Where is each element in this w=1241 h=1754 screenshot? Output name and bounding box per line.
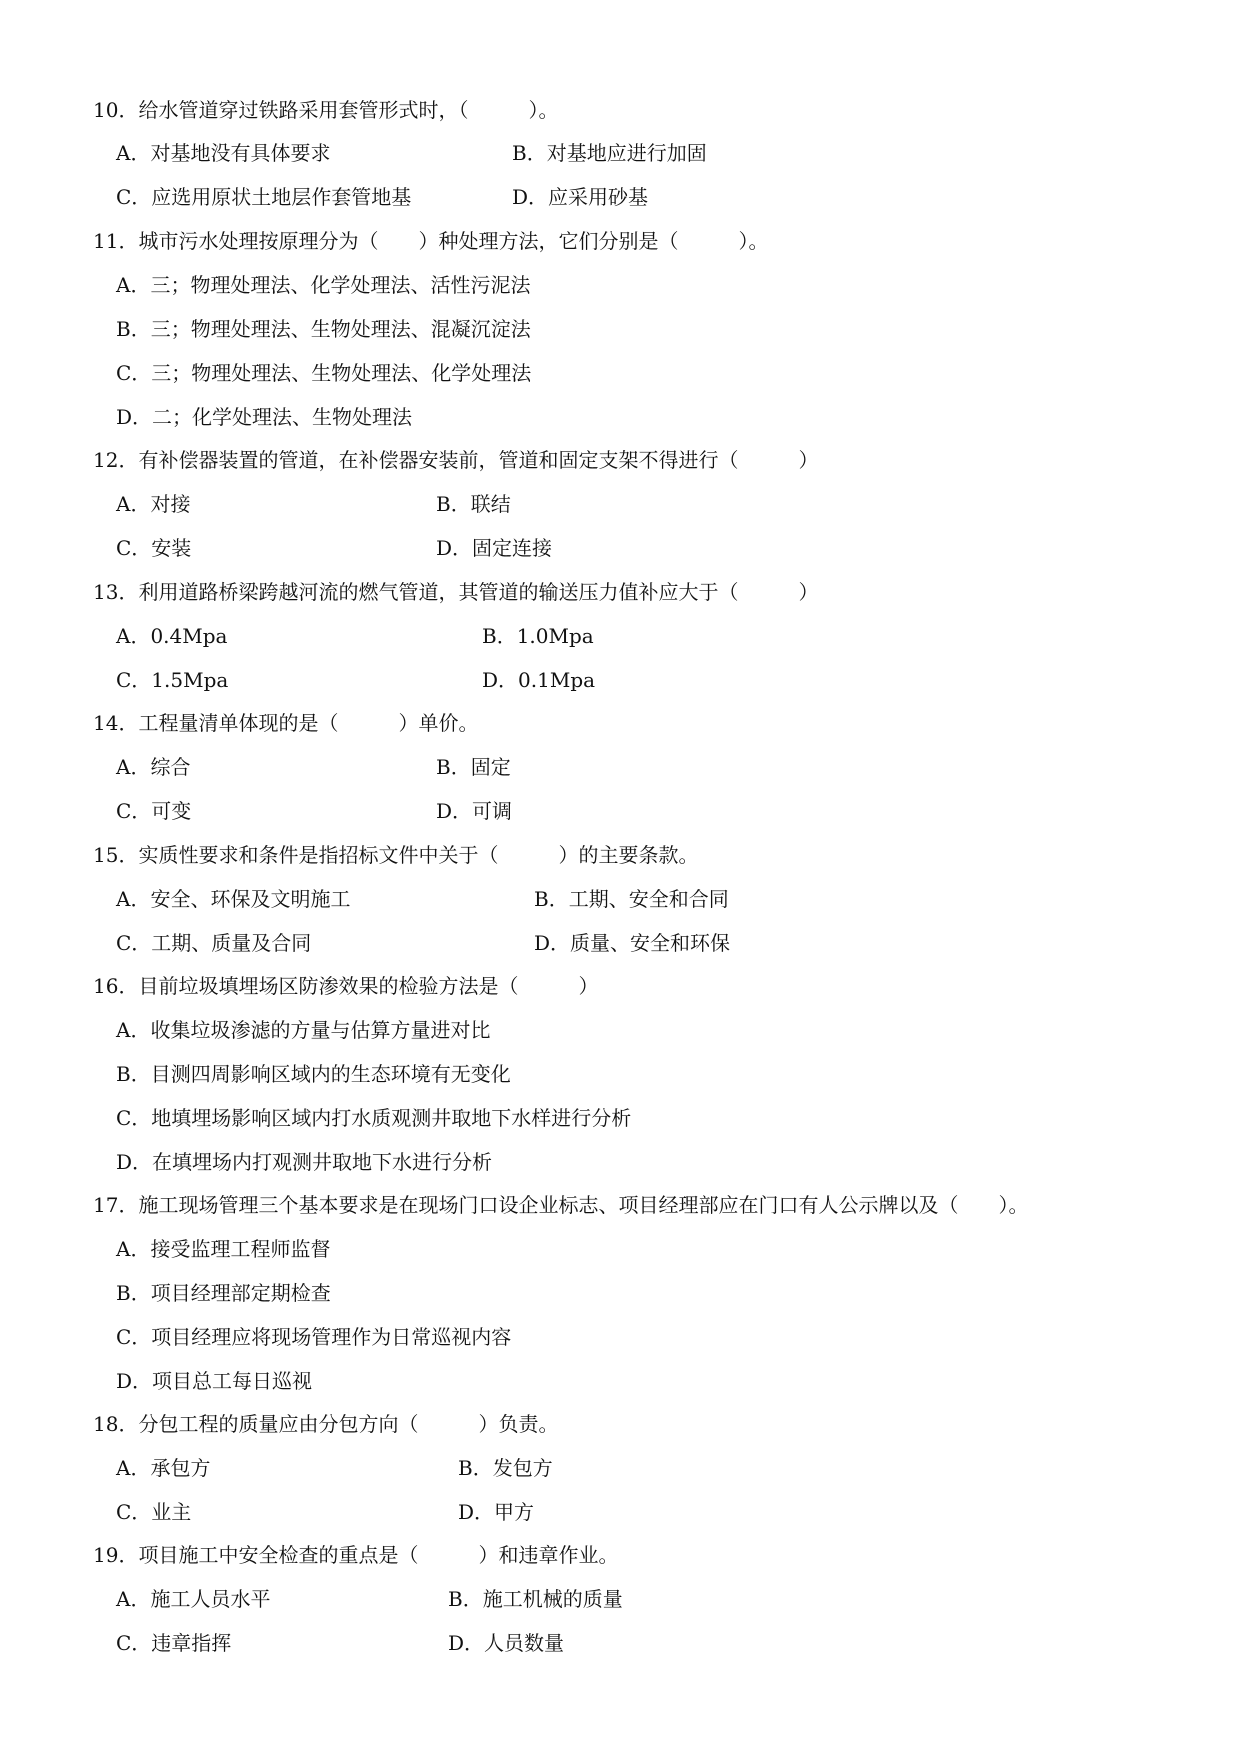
question-16-option-b: B．目测四周影响区域内的生态环境有无变化 <box>116 1062 511 1086</box>
question-15-option-b: B．工期、安全和合同 <box>534 887 729 911</box>
question-19-option-d: D．人员数量 <box>448 1631 565 1655</box>
question-14-option-b: B．固定 <box>436 755 511 779</box>
question-17-option-b: B．项目经理部定期检查 <box>116 1281 331 1305</box>
question-17-option-c: C．项目经理应将现场管理作为日常巡视内容 <box>116 1325 512 1349</box>
question-16-option-a: A．收集垃圾渗滤的方量与估算方量进对比 <box>116 1018 491 1042</box>
question-19-stem: 19．项目施工中安全检查的重点是（ ）和违章作业。 <box>93 1543 619 1567</box>
question-13-option-b: B．1.0Mpa <box>482 624 594 648</box>
question-18-option-d: D．甲方 <box>458 1500 535 1524</box>
question-12-option-b: B．联结 <box>436 492 511 516</box>
question-11-stem: 11．城市污水处理按原理分为（ ）种处理方法，它们分别是（ ）。 <box>93 229 769 253</box>
question-18-option-c: C．业主 <box>116 1500 192 1524</box>
question-17-stem: 17．施工现场管理三个基本要求是在现场门口设企业标志、项目经理部应在门口有人公示牌以及（ ）。 <box>93 1193 1029 1217</box>
question-14-option-c: C．可变 <box>116 799 192 823</box>
question-11-option-d: D．二；化学处理法、生物处理法 <box>116 405 413 429</box>
question-13-option-d: D．0.1Mpa <box>482 668 596 692</box>
question-16-stem: 16．目前垃圾填埋场区防渗效果的检验方法是（ ） <box>93 974 599 998</box>
question-12-option-c: C．安装 <box>116 536 192 560</box>
question-12-option-d: D．固定连接 <box>436 536 553 560</box>
question-13-option-c: C．1.5Mpa <box>116 668 229 692</box>
question-10-stem: 10．给水管道穿过铁路采用套管形式时，（ ）。 <box>93 98 559 122</box>
question-16-option-d: D．在填埋场内打观测井取地下水进行分析 <box>116 1150 493 1174</box>
question-15-option-a: A．安全、环保及文明施工 <box>116 887 351 911</box>
question-11-option-a: A．三；物理处理法、化学处理法、活性污泥法 <box>116 273 531 297</box>
question-12-option-a: A．对接 <box>116 492 191 516</box>
question-19-option-a: A．施工人员水平 <box>116 1587 271 1611</box>
question-18-option-a: A．承包方 <box>116 1456 211 1480</box>
question-17-option-d: D．项目总工每日巡视 <box>116 1369 313 1393</box>
question-15-option-c: C．工期、质量及合同 <box>116 931 312 955</box>
question-14-option-d: D．可调 <box>436 799 513 823</box>
question-18-option-b: B．发包方 <box>458 1456 553 1480</box>
question-15-option-d: D．质量、安全和环保 <box>534 931 731 955</box>
question-18-stem: 18．分包工程的质量应由分包方向（ ）负责。 <box>93 1412 559 1436</box>
question-15-stem: 15．实质性要求和条件是指招标文件中关于（ ）的主要条款。 <box>93 843 699 867</box>
question-19-option-b: B．施工机械的质量 <box>448 1587 623 1611</box>
question-10-option-d: D．应采用砂基 <box>512 185 649 209</box>
question-17-option-a: A．接受监理工程师监督 <box>116 1237 331 1261</box>
question-12-stem: 12．有补偿器装置的管道，在补偿器安装前，管道和固定支架不得进行（ ） <box>93 448 819 472</box>
question-14-option-a: A．综合 <box>116 755 191 779</box>
question-11-option-b: B．三；物理处理法、生物处理法、混凝沉淀法 <box>116 317 531 341</box>
question-14-stem: 14．工程量清单体现的是（ ）单价。 <box>93 711 479 735</box>
question-13-stem: 13．利用道路桥梁跨越河流的燃气管道，其管道的输送压力值补应大于（ ） <box>93 580 819 604</box>
question-11-option-c: C．三；物理处理法、生物处理法、化学处理法 <box>116 361 532 385</box>
question-10-option-c: C．应选用原状土地层作套管地基 <box>116 185 412 209</box>
question-10-option-b: B．对基地应进行加固 <box>512 141 707 165</box>
question-13-option-a: A．0.4Mpa <box>116 624 228 648</box>
question-19-option-c: C．违章指挥 <box>116 1631 232 1655</box>
question-10-option-a: A．对基地没有具体要求 <box>116 141 331 165</box>
question-16-option-c: C．地填埋场影响区域内打水质观测井取地下水样进行分析 <box>116 1106 632 1130</box>
